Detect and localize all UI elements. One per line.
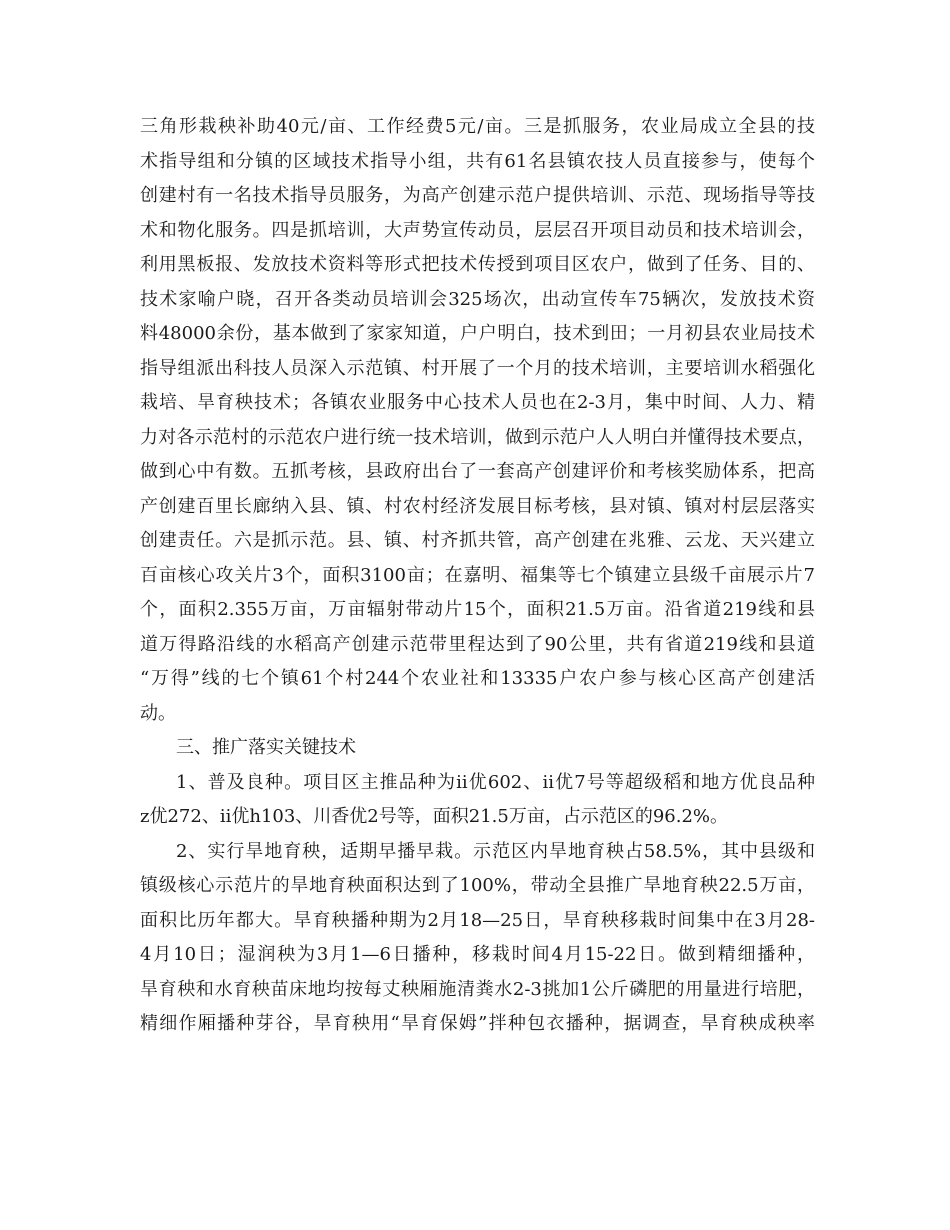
body-text-line: 面积比历年都大。旱育秧播种期为2月18—25日，旱育秧移栽时间集中在3月28- [140, 909, 815, 931]
body-text-line: 利用黑板报、发放技术资料等形式把技术传授到项目区农户，做到了任务、目的、 [140, 254, 815, 275]
body-text-line: 1、普及良种。项目区主推品种为ⅱ优602、ⅱ优7号等超级稻和地方优良品种 [176, 771, 815, 793]
body-text-line: 术指导组和分镇的区域技术指导小组，共有61名县镇农技人员直接参与，使每个 [140, 150, 815, 172]
body-text-line: 个，面积2.355万亩，万亩辐射带动片15个，面积21.5万亩。沿省道219线和县 [140, 599, 815, 620]
body-text-line: 2、实行旱地育秧，适期早播早栽。示范区内旱地育秧占58.5%，其中县级和 [176, 840, 815, 862]
body-text-line: 精细作厢播种芽谷，旱育秧用“旱育保姆”拌种包衣播种，据调查，旱育秧成秧率 [140, 1013, 815, 1034]
body-text-line: 技术家喻户晓，召开各类动员培训会325场次，出动宣传车75辆次，发放技术资 [140, 288, 815, 310]
section-heading: 三、推广落实关键技术 [176, 737, 356, 758]
body-text-line: 栽培、旱育秧技术；各镇农业服务中心技术人员也在2-3月，集中时间、人力、精 [140, 392, 815, 413]
body-text-line: 创建责任。六是抓示范。县、镇、村齐抓共管，高产创建在兆雅、云龙、天兴建立 [140, 530, 815, 551]
body-text-line: 百亩核心攻关片3个，面积3100亩；在嘉明、福集等七个镇建立县级千亩展示片7 [140, 564, 815, 586]
document-page [140, 110, 815, 1042]
body-text-line: 创建村有一名技术指导员服务，为高产创建示范户提供培训、示范、现场指导等技 [140, 185, 815, 206]
body-text-line: 动。 [140, 702, 176, 724]
body-text-line: 镇级核心示范片的旱地育秧面积达到了100%，带动全县推广旱地育秧22.5万亩， [140, 875, 815, 896]
body-text-line: 力对各示范村的示范农户进行统一技术培训，做到示范户人人明白并懂得技术要点， [140, 426, 815, 448]
body-text-line: 产创建百里长廊纳入县、镇、村农村经济发展目标考核，县对镇、镇对村层层落实 [140, 495, 815, 517]
body-text-line: 术和物化服务。四是抓培训，大声势宣传动员，层层召开项目动员和技术培训会， [140, 219, 815, 241]
body-text-line: 4月10日；湿润秧为3月1—6日播种，移栽时间4月15-22日。做到精细播种， [140, 944, 815, 965]
body-text-line: 旱育秧和水育秧苗床地均按每丈秧厢施清粪水2-3挑加1公斤磷肥的用量进行培肥， [140, 978, 815, 1000]
body-text-line: z优272、ⅱ优h103、川香优2号等，面积21.5万亩，占示范区的96.2%。 [140, 806, 729, 827]
body-text-line: 道万得路沿线的水稻高产创建示范带里程达到了90公里，共有省道219线和县道 [140, 633, 815, 655]
body-text-line: “万得”线的七个镇61个村244个农业社和13335户农户参与核心区高产创建活 [140, 668, 815, 689]
body-text-line: 料48000余份，基本做到了家家知道，户户明白，技术到田；一月初县农业局技术 [140, 323, 815, 344]
body-text-line: 三角形栽秧补助40元/亩、工作经费5元/亩。三是抓服务，农业局成立全县的技 [140, 116, 815, 137]
body-text-line: 指导组派出科技人员深入示范镇、村开展了一个月的技术培训，主要培训水稻强化 [140, 357, 815, 379]
body-text-line: 做到心中有数。五抓考核，县政府出台了一套高产创建评价和考核奖励体系，把高 [140, 461, 815, 482]
